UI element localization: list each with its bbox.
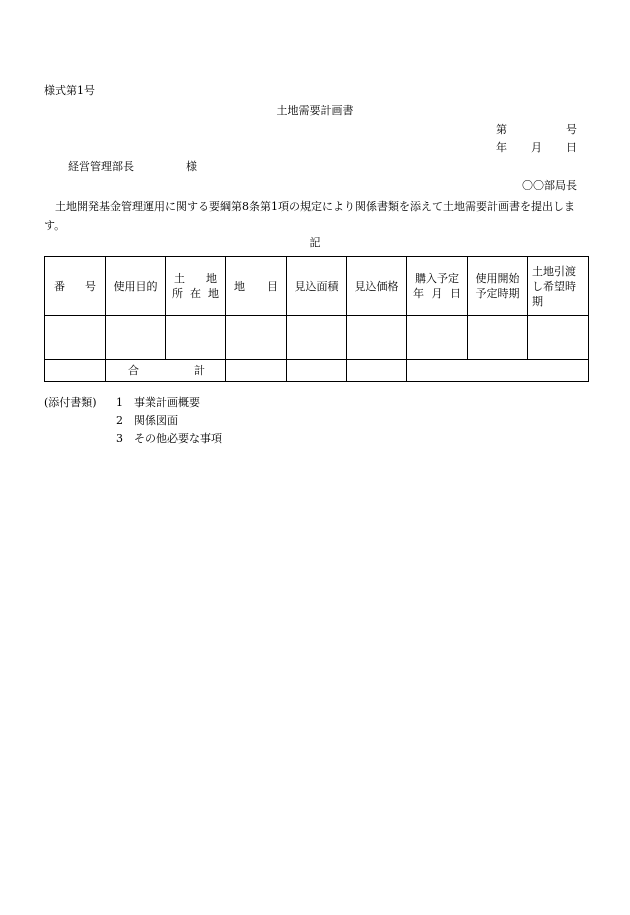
date-day: 日 (566, 141, 577, 154)
body-text: 土地開発基金管理運用に関する要綱第8条第1項の規定により関係書類を添えて土地需要計画書を提出します。 (44, 200, 575, 232)
addressee-honorific: 様 (186, 160, 197, 173)
cell-price (347, 316, 407, 360)
plan-table (44, 256, 589, 382)
total-blank-cell (45, 360, 106, 382)
attachment-number: 1 (116, 396, 123, 409)
attachment-item: 事業計画概要 (134, 396, 200, 409)
header-land-category: 地 目 (226, 257, 287, 316)
attachment-item: その他必要な事項 (134, 432, 222, 445)
attachment-number: 2 (116, 414, 123, 427)
header-row (45, 257, 589, 316)
header-area: 見込面積 (287, 257, 347, 316)
total-row (45, 360, 589, 382)
header-purchase-date: 購入予定 年 月 日 (407, 257, 468, 316)
total-label: 合 計 (106, 360, 226, 382)
cell-land-category (226, 316, 287, 360)
cell-purchase-date (407, 316, 468, 360)
ki-marker: 記 (309, 236, 321, 249)
attachment-number: 3 (116, 432, 123, 445)
total-land-category (226, 360, 287, 382)
number-prefix: 第 (496, 123, 507, 136)
total-remaining (407, 360, 589, 382)
sender: 〇〇部局長 (522, 179, 577, 192)
header-location: 土 地 所 在 地 (166, 257, 226, 316)
header-price: 見込価格 (347, 257, 407, 316)
cell-transfer (528, 316, 589, 360)
cell-area (287, 316, 347, 360)
header-number: 番 号 (45, 257, 106, 316)
cell-location (166, 316, 226, 360)
addressee-name: 経営管理部長 (68, 160, 134, 173)
total-area (287, 360, 347, 382)
attachment-item: 関係図面 (134, 414, 178, 427)
number-suffix: 号 (566, 123, 577, 136)
total-price (347, 360, 407, 382)
cell-use-start (468, 316, 528, 360)
header-transfer: 土地引渡 し希望時 期 (528, 257, 589, 316)
header-purpose: 使用目的 (106, 257, 166, 316)
document-title: 土地需要計画書 (276, 104, 354, 117)
header-use-start: 使用開始 予定時期 (468, 257, 528, 316)
date-month: 月 (531, 141, 542, 154)
attachments-label: (添付書類) (44, 396, 97, 409)
form-number: 様式第1号 (44, 84, 95, 97)
cell-number (45, 316, 106, 360)
date-year: 年 (496, 141, 507, 154)
cell-purpose (106, 316, 166, 360)
table-row (45, 316, 589, 360)
